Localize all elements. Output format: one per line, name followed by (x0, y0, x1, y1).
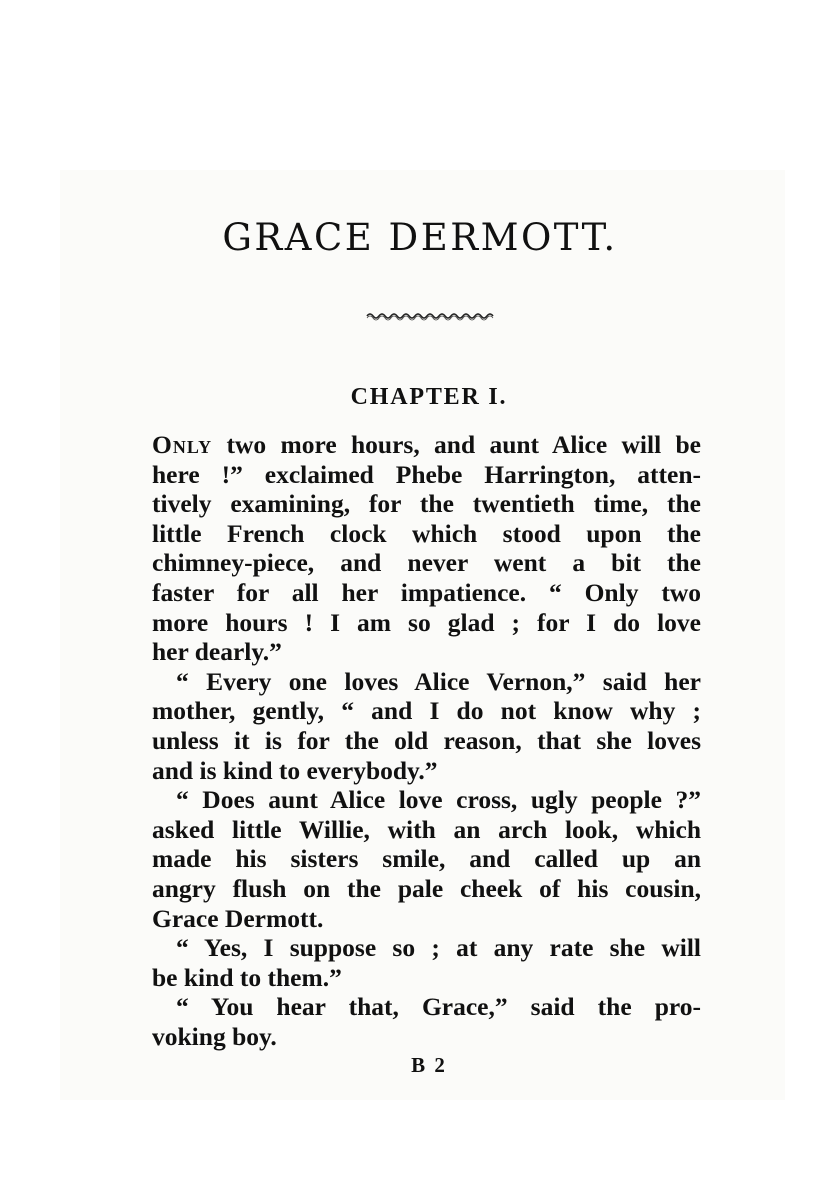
text-line: “ Does aunt Alice love cross, ugly people ?” (176, 785, 701, 815)
text-line: Grace Dermott. (152, 903, 324, 933)
chapter-body (152, 430, 701, 1051)
text-line: “ Every one loves Alice Vernon,” said her (176, 666, 701, 696)
paragraph (152, 933, 701, 992)
text-line: voking boy. (152, 1021, 277, 1051)
paragraph (152, 992, 701, 1051)
line-rest: two more hours, and aunt Alice will be (212, 430, 701, 459)
text-line: unless it is for the old reason, that she loves (152, 725, 701, 755)
text-line: little French clock which stood upon the (152, 518, 701, 548)
text-line: faster for all her impatience. “ Only two (152, 577, 701, 607)
text-line: and is kind to everybody.” (152, 755, 438, 785)
text-line: made his sisters smile, and called up an (152, 844, 701, 874)
text-line (152, 430, 701, 460)
signature-letter: B (411, 1053, 428, 1077)
text-line: chimney-piece, and never went a bit the (152, 548, 701, 578)
paragraph (152, 785, 701, 933)
paragraph (152, 667, 701, 785)
text-line: asked little Willie, with an arch look, which (152, 814, 701, 844)
text-line: more hours ! I am so glad ; for I do love (152, 607, 701, 637)
signature-mark (0, 1053, 840, 1078)
book-title: GRACE DERMOTT. (222, 216, 618, 259)
text-line: angry flush on the pale cheek of his cousin, (152, 873, 701, 903)
text-line: “ You hear that, Grace,” said the pro- (176, 992, 701, 1022)
text-line: “ Yes, I suppose so ; at any rate she will (176, 933, 701, 963)
drop-word: Only (152, 430, 213, 459)
text-line: here !” exclaimed Phebe Harrington, atten- (152, 459, 701, 489)
paragraph (152, 430, 701, 667)
text-line: her dearly.” (152, 637, 282, 667)
signature-number: 2 (434, 1053, 447, 1077)
chapter-heading: CHAPTER I. (350, 384, 508, 410)
text-line: mother, gently, “ and I do not know why ; (152, 696, 701, 726)
text-line: tively examining, for the twentieth time, the (152, 489, 701, 519)
wavy-rule-ornament-icon (365, 310, 495, 322)
text-line: be kind to them.” (152, 962, 342, 992)
